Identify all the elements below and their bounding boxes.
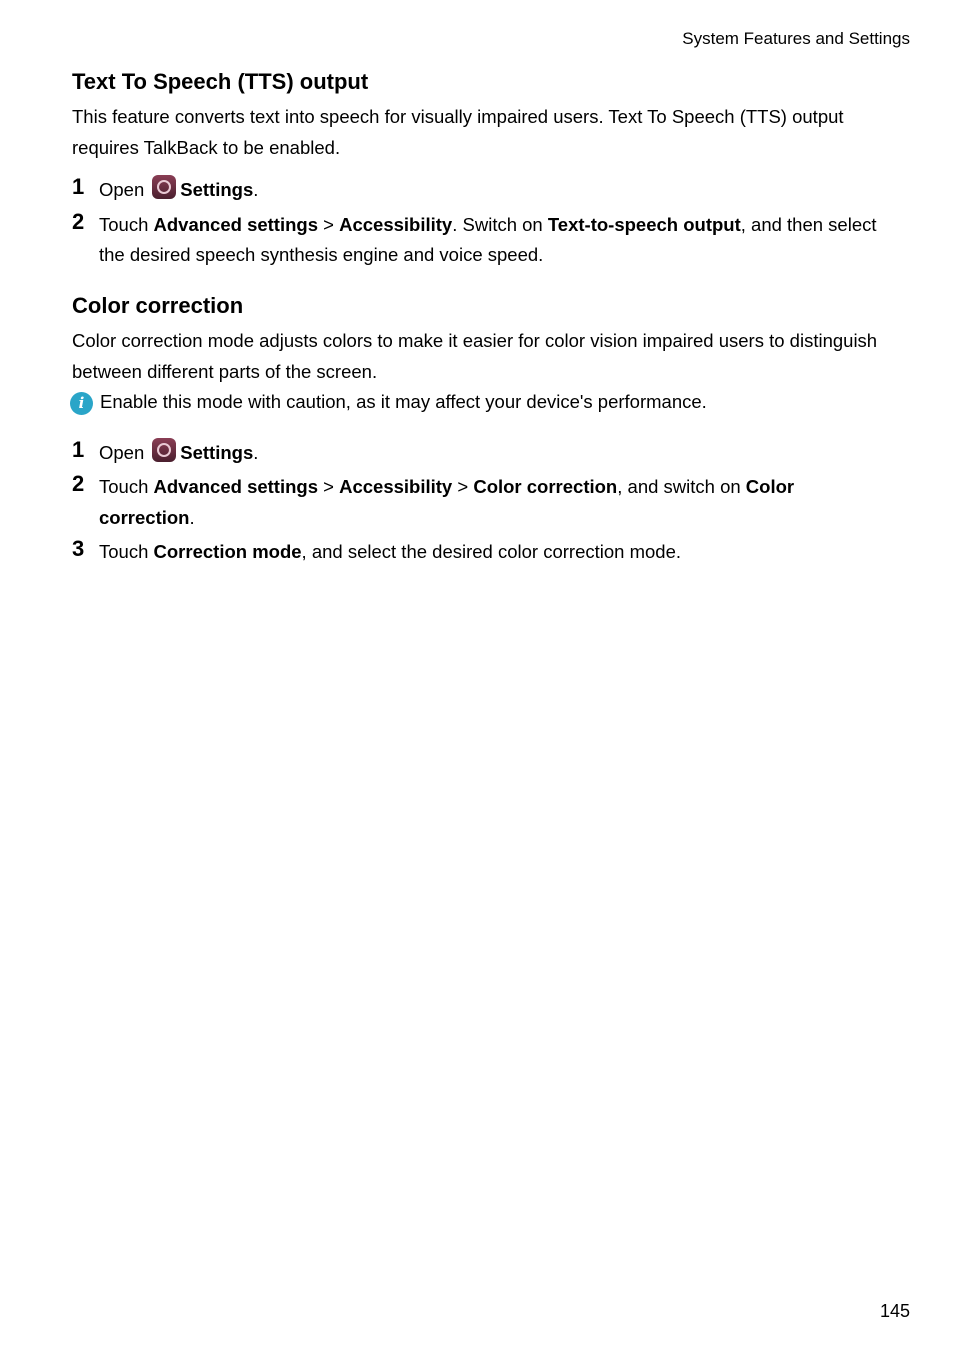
tts-step-1 [72, 175, 892, 206]
settings-icon [152, 438, 176, 462]
caution-note [66, 387, 892, 418]
color-correction-section [72, 292, 892, 568]
color-step-1 [72, 438, 892, 469]
settings-icon [152, 175, 176, 199]
step-text-switch-on: , and switch on [617, 476, 741, 497]
tts-title: Text To Speech (TTS) output [72, 69, 369, 94]
tts-section [72, 68, 892, 271]
separator: > [457, 476, 469, 497]
step-end: . [253, 179, 259, 200]
accessibility-label: Accessibility [339, 213, 453, 235]
correction-mode-label: Correction mode [153, 541, 302, 562]
color-correction-title: Color correction [72, 293, 244, 318]
step-text-open: Open [99, 441, 145, 463]
settings-label: Settings [180, 441, 254, 463]
separator: > [323, 213, 334, 235]
caution-note-text: Enable this mode with caution, as it may affect your device's performance. [100, 391, 707, 412]
color-correction-description: Color correction mode adjusts colors to make it easier for color vision impaired users to distinguish between different parts of the screen. [72, 330, 878, 382]
step-number: 2 [72, 208, 85, 234]
separator: > [323, 476, 334, 497]
step-end: . [253, 441, 259, 463]
advanced-settings-label: Advanced settings [153, 476, 319, 497]
step-number: 1 [72, 174, 85, 199]
advanced-settings-label: Advanced settings [153, 213, 319, 235]
step-text-open: Open [99, 179, 145, 200]
tts-output-label: Text-to-speech output [547, 213, 741, 235]
accessibility-label: Accessibility [339, 476, 453, 497]
step-text-rest: , and select the desired color correction mode. [301, 541, 681, 562]
page-number: 145 [879, 1301, 910, 1321]
step-text-rest: , and then select the desired speech synthesis engine and voice speed. [99, 213, 877, 265]
step-text-touch: Touch [99, 476, 149, 497]
step-number: 1 [72, 436, 85, 462]
color-step-2 [72, 472, 892, 533]
step-text-touch: Touch [99, 541, 149, 562]
tts-step-2 [72, 210, 892, 271]
page-header: System Features and Settings [682, 29, 910, 48]
step-number: 2 [72, 471, 85, 496]
tts-description: This feature converts text into speech for visually impaired users. Text To Speech (TTS) output requires TalkBack to be enabled. [72, 106, 844, 158]
color-step-3 [72, 537, 892, 568]
color-correction-label: Color correction [473, 476, 618, 497]
settings-label: Settings [180, 179, 254, 200]
color-correction-toggle-label: Color correction [99, 476, 795, 528]
info-icon: i [70, 392, 93, 415]
step-text-switch-on: . Switch on [452, 213, 543, 235]
step-end: . [189, 506, 195, 528]
step-text-touch: Touch [99, 213, 149, 235]
step-number: 3 [72, 536, 85, 561]
